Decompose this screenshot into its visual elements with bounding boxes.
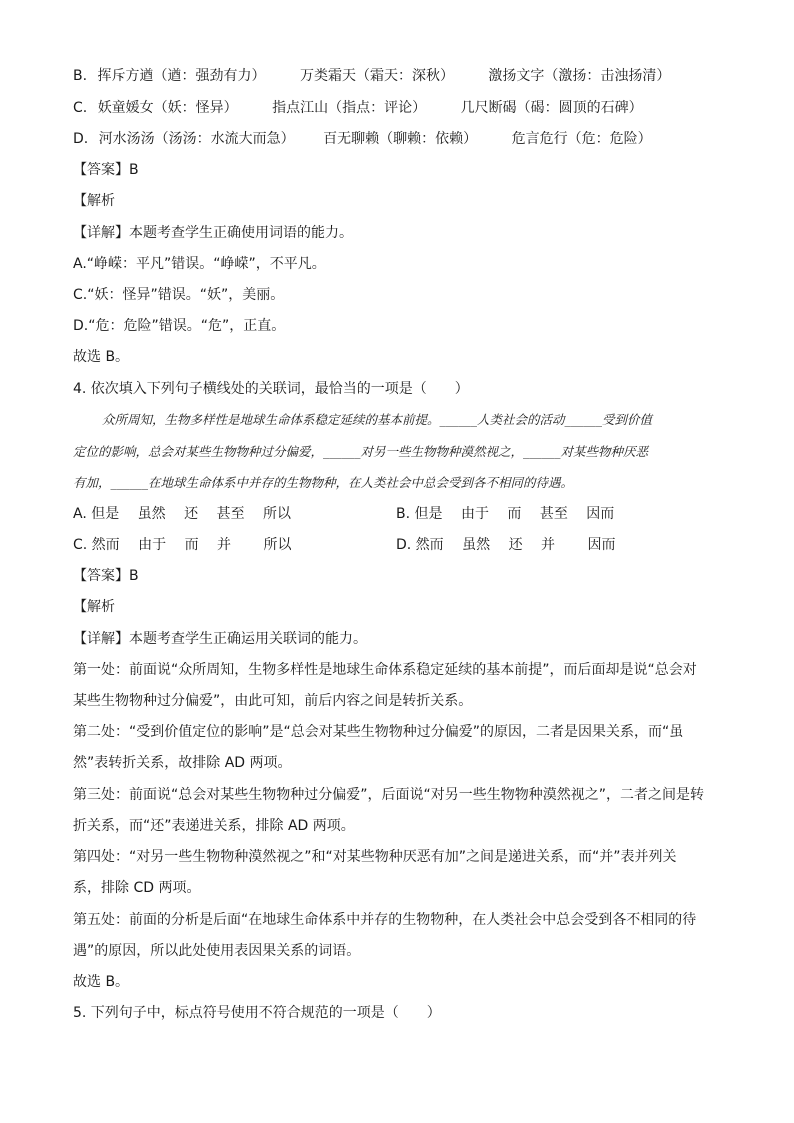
q3-option-c: C. 妖童媛女（妖：怪异） 指点江山（指点：评论） 几尺断碣（碣：圆顶的石碑） — [73, 100, 643, 116]
q4-point-4-line-1: 第四处：“对另一些生物物种漠然视之”和“对某些物种厌恶有加”之间是递进关系，而“并”表并列关 — [73, 849, 677, 865]
q4-answer: 【答案】B — [73, 568, 139, 584]
q3-option-b: B. 挥斥方遒（遒：强劲有力） 万类霜天（霜天：深秋） 激扬文字（激扬：击浊扬清） — [73, 68, 671, 84]
q3-explain-d: D.“危：危险”错误。“危”，正直。 — [73, 318, 286, 334]
q4-option-d: D. 然而 虽然 还 并 因而 — [396, 537, 616, 553]
q4-point-5-line-2: 遇”的原因，所以此处使用表因果关系的词语。 — [73, 943, 361, 959]
q4-point-3-line-1: 第三处：前面说“总会对某些生物物种过分偏爱”，后面说“对另一些生物物种漠然视之”，二者之间是转 — [73, 787, 705, 803]
q3-analysis-heading: 【解析 — [73, 193, 115, 209]
q4-point-4-line-2: 系，排除 CD 两项。 — [73, 880, 201, 896]
q4-point-5-line-1: 第五处：前面的分析是后面“在地球生命体系中并存的生物物种，在人类社会中总会受到各不相同的待 — [73, 912, 697, 928]
q4-point-1-line-2: 某些生物物种过分偏爱”，由此可知，前后内容之间是转折关系。 — [73, 693, 473, 709]
q4-passage-line-3: 有加，______在地球生命体系中并存的生物物种，在人类社会中总会受到各不相同的待遇。 — [73, 475, 574, 490]
q4-analysis-heading: 【解析 — [73, 599, 115, 615]
q4-stem: 4. 依次填入下列句子横线处的关联词，最恰当的一项是（ ） — [73, 381, 469, 397]
q4-point-2-line-1: 第二处：“受到价值定位的影响”是“总会对某些生物物种过分偏爱”的原因，二者是因果关系，而“虽 — [73, 724, 684, 740]
q4-option-b: B. 但是 由于 而 甚至 因而 — [396, 506, 615, 522]
q3-explain-c: C.“妖：怪异”错误。“妖”，美丽。 — [73, 287, 285, 303]
q4-option-c: C. 然而 由于 而 并 所以 — [73, 537, 292, 553]
q4-detail: 【详解】本题考查学生正确运用关联词的能力。 — [73, 631, 367, 647]
q4-point-3-line-2: 折关系，而“还”表递进关系，排除 AD 两项。 — [73, 818, 355, 834]
q4-option-a: A. 但是 虽然 还 甚至 所以 — [73, 506, 292, 522]
q4-point-1-line-1: 第一处：前面说“众所周知，生物多样性是地球生命体系稳定延续的基本前提”，而后面却是说“总会对 — [73, 662, 697, 678]
q3-conclusion: 故选 B。 — [73, 349, 130, 365]
q4-passage-line-1: 众所周知，生物多样性是地球生命体系稳定延续的基本前提。______人类社会的活动______受到价值 — [102, 412, 653, 427]
q3-option-d: D. 河水汤汤（汤汤：水流大而急） 百无聊赖（聊赖：依赖） 危言危行（危：危险） — [73, 131, 652, 147]
q4-passage-line-2: 定位的影响，总会对某些生物物种过分偏爱，______对另一些生物物种漠然视之，______对某些物种厌恶 — [73, 444, 649, 459]
q3-explain-a: A.“峥嵘：平凡”错误。“峥嵘”，不平凡。 — [73, 256, 326, 272]
q4-point-2-line-2: 然”表转折关系，故排除 AD 两项。 — [73, 755, 292, 771]
q3-answer: 【答案】B — [73, 162, 139, 178]
q5-stem: 5. 下列句子中，标点符号使用不符合规范的一项是（ ） — [73, 1005, 441, 1021]
q4-conclusion: 故选 B。 — [73, 974, 130, 990]
q3-detail: 【详解】本题考查学生正确使用词语的能力。 — [73, 225, 353, 241]
